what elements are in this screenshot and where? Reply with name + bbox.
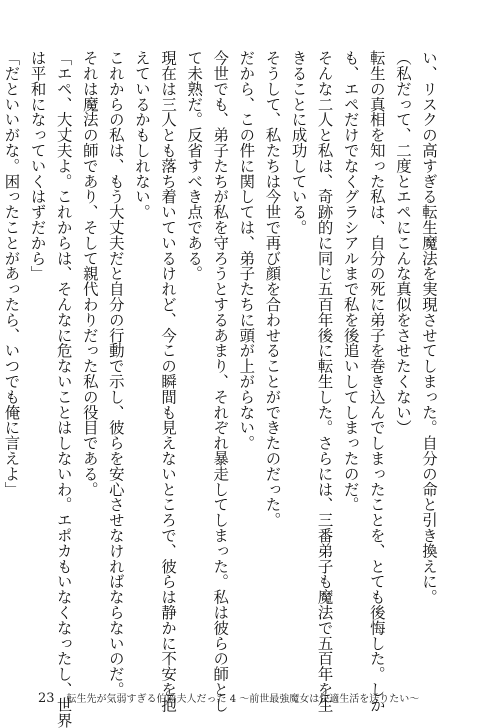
text-line: 転生の真相を知った私は、自分の死に弟子を巻き込んでしまったことを、とても後悔した。しか [367, 50, 386, 713]
text-line: これからの私は、もう大丈夫だと自分の行動で示し、彼らを安心させなければならないのだ。 [106, 50, 125, 697]
text-line: そんな二人と私は、奇跡的に同じ五百年後に転生した。さらには、三番弟子も魔法で五百年を生 [315, 50, 334, 713]
text-line: そうして、私たちは今世で再び顔を合わせることができたのだった。 [263, 50, 282, 528]
text-line: だから、この件に関しては、弟子たちに頭が上がらない。 [237, 50, 256, 451]
text-line: て未熟だ。反省すべき点である。 [185, 50, 204, 281]
text-line: 「エペ、大丈夫よ。これからは、そんなに危ないことはしないわ。エポカもいなくなったし、世界 [54, 50, 73, 728]
text-line: それは魔法の師であり、そして親代わりだった私の役目である。 [80, 50, 99, 497]
page-footer [38, 690, 419, 704]
text-line: も、エペだけでなくグラシアルまで私を後追いしてしまったのだ。 [341, 50, 360, 512]
text-line: は平和になっていくはずだから」 [28, 50, 47, 281]
text-line: い、リスクの高すぎる転生魔法を実現させてしまった。自分の命と引き換えに。 [420, 50, 438, 605]
text-line: 現在は三人とも落ち着いているけれど、今この瞬間も見えないところで、彼らは静かに不安を抱 [159, 50, 178, 713]
text-line: えているかもしれない。 [132, 50, 151, 220]
running-title: 転生先が気弱すぎる伯爵夫人だった 4 ～前世最強魔女は快適生活を送りたい～ [66, 694, 420, 705]
text-line: きることに成功している。 [289, 50, 308, 235]
text-line: 今世でも、弟子たちが私を守ろうとするあまり、それぞれ暴走してしまった。私は彼らの師とし [211, 50, 230, 713]
text-line: （私だって、二度とエペにこんな真似をさせたくない） [393, 50, 412, 435]
page-number: 23 [38, 691, 55, 706]
text-line: 「だといいがな。困ったことがあったら、いつでも俺に言えよ」 [2, 50, 21, 497]
